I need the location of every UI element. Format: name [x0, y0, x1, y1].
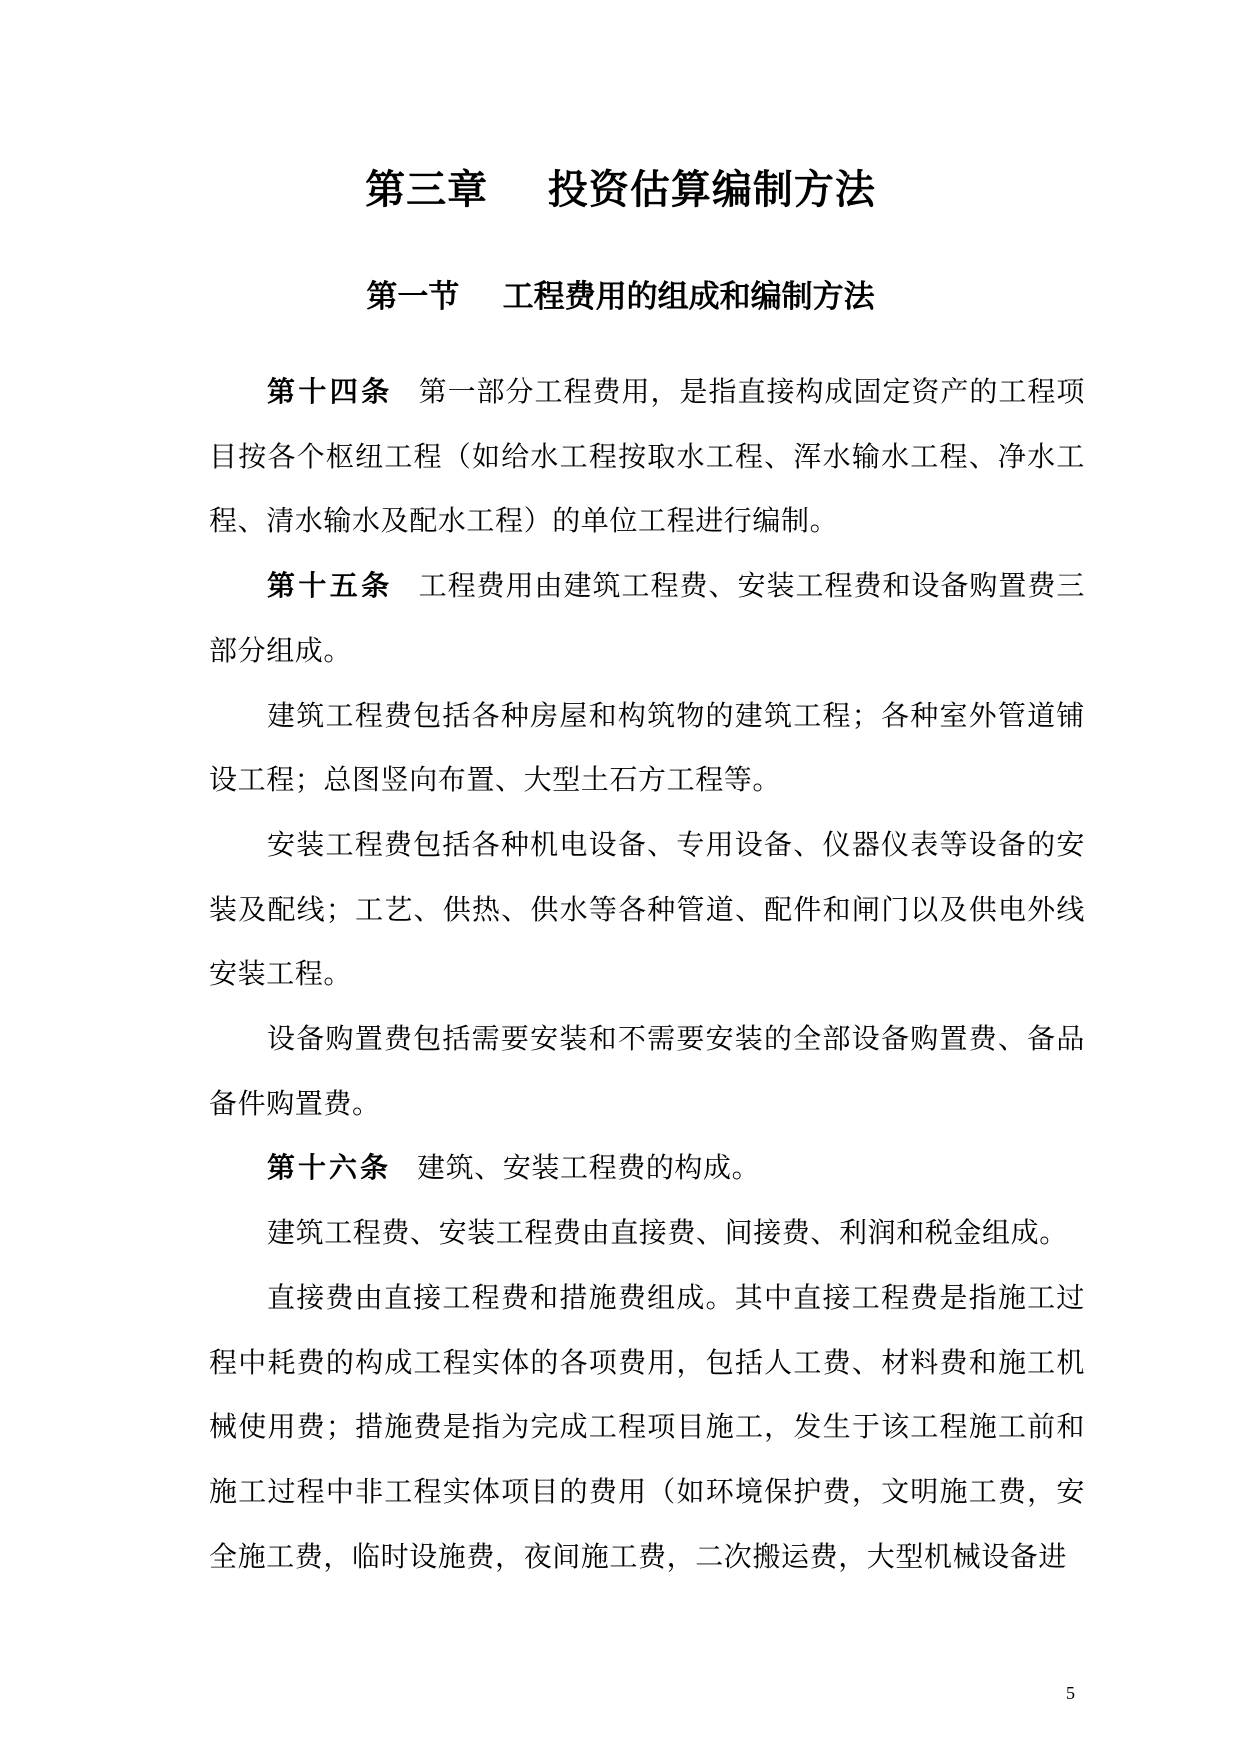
- article-14-paragraph: [209, 360, 1085, 554]
- paragraph-text: 设备购置费包括需要安装和不需要安装的全部设备购置费、备品备件购置费。: [209, 1022, 1085, 1120]
- paragraph-text: 第一部分工程费用，是指直接构成固定资产的工程项目按各个枢纽工程（如给水工程按取水工程、浑水输水工程、净水工程、清水输水及配水工程）的单位工程进行编制。: [209, 375, 1085, 538]
- cost-composition-paragraph: [209, 1201, 1085, 1266]
- direct-cost-paragraph: [209, 1266, 1085, 1590]
- installation-cost-paragraph: [209, 813, 1085, 1007]
- paragraph-text: 安装工程费包括各种机电设备、专用设备、仪器仪表等设备的安装及配线；工艺、供热、供水等各种管道、配件和闸门以及供电外线安装工程。: [209, 827, 1085, 991]
- page-number: 5: [1066, 1683, 1075, 1703]
- paragraph-text: 直接费由直接工程费和措施费组成。其中直接工程费是指施工过程中耗费的构成工程实体的各项费用，包括人工费、材料费和施工机械使用费；措施费是指为完成工程项目施工，发生于该工程施工前和施工过程中非工程实体项目的费用（如环境保护费，文明施工费，安全施工费，临时设施费，夜间施工费，二次搬运费，大型机械设备进: [209, 1280, 1085, 1573]
- article-number: 第十五条: [267, 569, 393, 603]
- equipment-cost-paragraph: [209, 1007, 1085, 1136]
- article-15-paragraph: [209, 554, 1085, 683]
- paragraph-text: 工程费用由建筑工程费、安装工程费和设备购置费三部分组成。: [209, 569, 1085, 667]
- paragraph-text: 建筑工程费包括各种房屋和构筑物的建筑工程；各种室外管道铺设工程；总图竖向布置、大型土石方工程等。: [209, 698, 1085, 797]
- construction-cost-paragraph: [209, 684, 1085, 813]
- article-number: 第十六条: [267, 1151, 392, 1185]
- article-number: 第十四条: [267, 375, 393, 408]
- article-16-paragraph: [209, 1136, 1085, 1201]
- paragraph-text: 建筑工程费、安装工程费由直接费、间接费、利润和税金组成。: [267, 1216, 1068, 1250]
- document-body: [209, 360, 1085, 1589]
- chapter-title: 第三章 投资估算编制方法: [365, 167, 876, 213]
- section-title: 第一节 工程费用的组成和编制方法: [366, 279, 875, 315]
- paragraph-text: 建筑、安装工程费的构成。: [417, 1151, 761, 1185]
